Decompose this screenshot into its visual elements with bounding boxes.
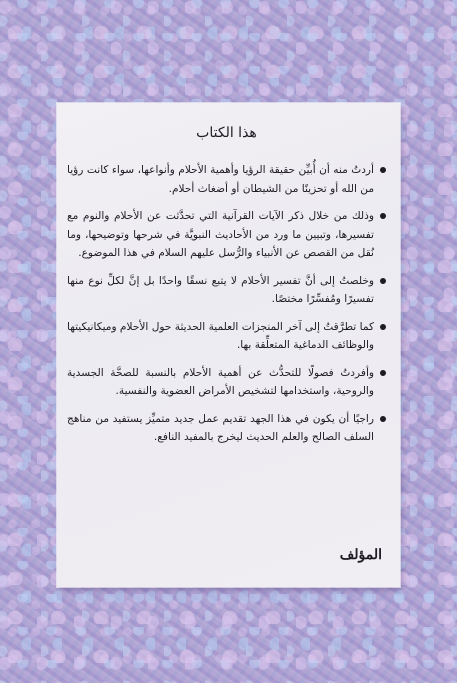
bullet-icon [380, 416, 386, 422]
list-item [67, 410, 386, 447]
point-text: وأفردتُ فصولًا للتحدُّث عن أهمية الأحلام بالنسبة للصحَّة الجسدية والروحية، واستخدامها لتشخيص الأمراض العضوية والنفسية. [67, 366, 374, 397]
bullet-icon [380, 324, 386, 330]
point-text: كما تطرَّقتُ إلى آخر المنجزات العلمية الحديثة حول الأحلام وميكانيكيتها والوظائف الدماغية المتعلِّقة بها. [67, 320, 374, 351]
point-text: وذلك من خلال ذكر الآيات القرآنية التي تحدَّثت عن الأحلام والنوم مع تفسيرها، وتبيين ما ورد من الأحاديث النبويَّة في شرحها وتوضيحها، وما نُقل من القصص عن الأنبياء والرُّسل عليهم السلام في هذا الموضوع. [67, 210, 374, 259]
card-content [67, 125, 386, 577]
author-signature: المؤلف [339, 547, 382, 563]
back-cover-card [57, 103, 400, 587]
points-list [67, 161, 386, 447]
point-text: أردتُ منه أن أُبيِّن حقيقة الرؤيا وأهمية الأحلام وأنواعها، سواء كانت رؤيا من الله أو تحزينًا من الشيطان أو أضغاث أحلام. [67, 164, 374, 195]
list-item [67, 364, 386, 401]
card-title: هذا الكتاب [196, 125, 257, 141]
bullet-icon [380, 370, 386, 376]
point-text: راجيًا أن يكون في هذا الجهد تقديم عمل جديد متميِّز يستفيد من مناهج السلف الصالح والعلم الحديث ليخرج بالمفيد النافع. [67, 412, 374, 443]
bullet-icon [380, 213, 386, 219]
list-item [67, 318, 386, 355]
bullet-icon [380, 167, 386, 173]
point-text: وخلصتُ إلى أنَّ تفسير الأحلام لا يتبع نسقًا واحدًا بل إنَّ لكلِّ نوع منها تفسيرًا ومُفسِّرًا مختصًا. [67, 274, 374, 305]
list-item [67, 161, 386, 198]
bullet-icon [380, 278, 386, 284]
list-item [67, 207, 386, 263]
list-item [67, 272, 386, 309]
